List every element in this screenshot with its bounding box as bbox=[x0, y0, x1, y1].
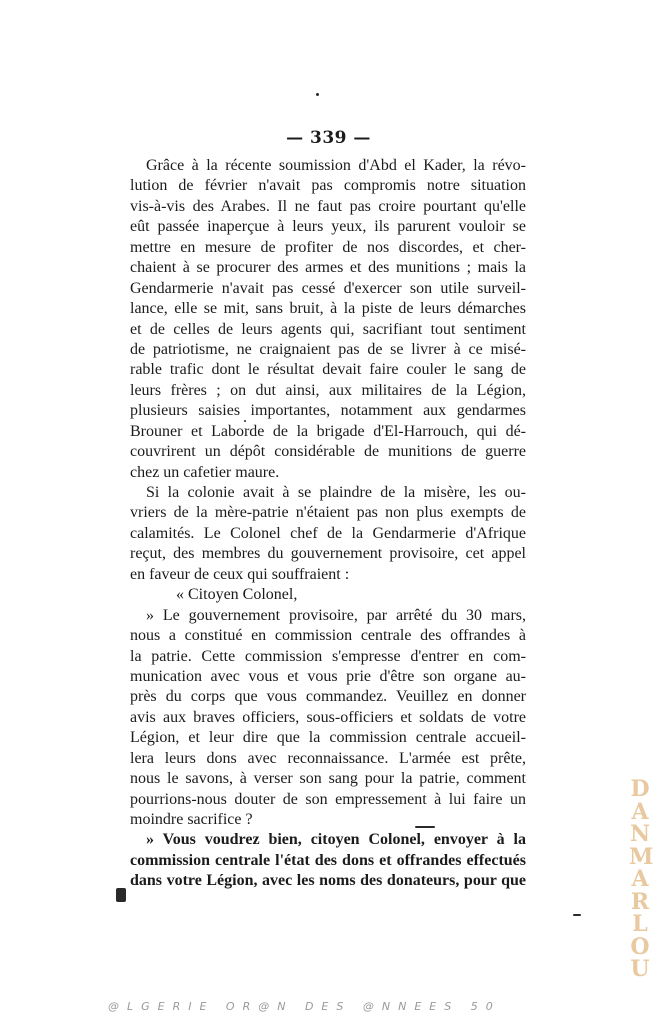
text-line: Grâce à la récente soumission d'Abd el Kader, la révo- bbox=[146, 157, 526, 174]
text-line: lance, elle se mit, sans bruit, à la piste de leurs démarches bbox=[130, 300, 526, 318]
text-line: Brouner et Laborde de la brigade d'El-Harrouch, qui dé- bbox=[130, 422, 526, 440]
text-line: en faveur de ceux qui souffraient : bbox=[130, 565, 350, 583]
text-line: « Citoyen Colonel, bbox=[176, 586, 298, 604]
text-line: Si la colonie avait à se plaindre de la misère, les ou- bbox=[146, 484, 526, 501]
text-line: eût passée inaperçue à leurs yeux, ils parurent vouloir se bbox=[130, 218, 526, 236]
text-line: plusieurs saisies importantes, notamment aux gendarmes bbox=[130, 402, 526, 420]
text-line: chaient à se procurer des armes et des munitions ; mais la bbox=[130, 259, 526, 277]
text-line: Gendarmerie n'avait pas cessé d'exercer son utile surveil- bbox=[130, 279, 526, 297]
scan-speck bbox=[415, 826, 435, 828]
scan-speck bbox=[244, 420, 246, 422]
scan-speck bbox=[573, 914, 581, 916]
text-line: la patrie. Cette commission s'empresse d'entrer en com- bbox=[130, 647, 526, 665]
scan-speck bbox=[316, 93, 319, 96]
text-line: munication avec vous et vous prie d'être son organe au- bbox=[130, 667, 526, 685]
text-line: chez un cafetier maure. bbox=[130, 463, 280, 481]
text-line: nous a constitué en commission centrale des offrandes à bbox=[130, 627, 526, 645]
text-line: couvrirent un dépôt considérable de munitions de guerre bbox=[130, 443, 526, 461]
scan-speck bbox=[116, 888, 126, 902]
text-line: dans votre Légion, avec les noms des donateurs, pour que bbox=[130, 872, 526, 890]
text-line: commission centrale l'état des dons et offrandes effectués bbox=[130, 851, 526, 869]
footer-watermark: @LGERIE OR@N DES @NNEES 50 bbox=[108, 1000, 501, 1013]
text-line: reçut, des membres du gouvernement provisoire, cet appel bbox=[130, 545, 526, 563]
text-line: et de celles de leurs agents qui, sacrifiant tout sentiment bbox=[130, 320, 526, 338]
text-line: mettre en mesure de profiter de nos discordes, et cher- bbox=[130, 238, 526, 256]
text-line: pourrions-nous douter de son empressement à lui faire un bbox=[130, 790, 526, 808]
text-line: calamités. Le Colonel chef de la Gendarmerie d'Afrique bbox=[130, 524, 526, 542]
text-line: avis aux braves officiers, sous-officiers et soldats de votre bbox=[130, 708, 526, 726]
text-line: vriers de la mère-patrie n'étaient pas non plus exempts de bbox=[130, 504, 526, 522]
text-line: leurs frères ; on dut ainsi, aux militaires de la Légion, bbox=[130, 381, 526, 399]
page-number: — 339 — bbox=[286, 128, 371, 148]
text-line: moindre sacrifice ? bbox=[130, 811, 253, 828]
side-watermark: DANMARLOU bbox=[629, 776, 654, 982]
text-line: rable trafic dont le résultat devait faire couler le sang de bbox=[130, 361, 526, 379]
body-text bbox=[130, 156, 526, 892]
text-line: lera leurs dons avec reconnaissance. L'armée est prête, bbox=[130, 749, 526, 767]
text-line: près du corps que vous commandez. Veuillez en donner bbox=[130, 688, 526, 706]
text-line: » Vous voudrez bien, citoyen Colonel, envoyer à la bbox=[146, 831, 526, 849]
text-line: lution de février n'avait pas compromis notre situation bbox=[130, 177, 526, 195]
text-line: Légion, et leur dire que la commission centrale accueil- bbox=[130, 729, 526, 747]
text-line: vis-à-vis des Arabes. Il ne faut pas croire pourtant qu'elle bbox=[130, 197, 526, 215]
text-line: » Le gouvernement provisoire, par arrêté du 30 mars, bbox=[146, 606, 526, 624]
text-line: nous le savons, à verser son sang pour la patrie, comment bbox=[130, 770, 526, 788]
text-line: de patriotisme, ne craignaient pas de se livrer à ce misé- bbox=[130, 340, 526, 358]
